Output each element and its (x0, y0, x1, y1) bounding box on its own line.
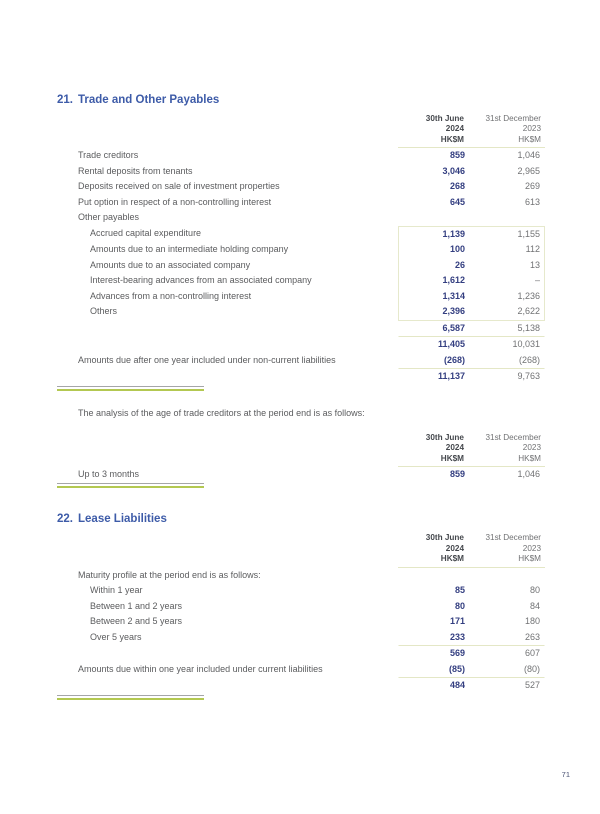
value-2024: (268) (443, 354, 465, 365)
column-header-31st-december-2023 (464, 533, 545, 564)
row-values (398, 273, 545, 289)
value-2023: 9,763 (517, 371, 540, 382)
column-header-30th-june-2024 (398, 533, 464, 564)
row-label: Amounts due after one year included under non-current liabilities (78, 354, 336, 365)
value-2024: 11,137 (437, 371, 465, 382)
column-header-line: 31st December (485, 533, 541, 543)
table-row (57, 614, 545, 630)
row-values (398, 630, 545, 646)
row-label: Interest-bearing advances from an associated company (90, 275, 312, 286)
row-label: Advances from a non-controlling interest (90, 290, 252, 301)
table-row (57, 258, 545, 274)
table-row (57, 662, 545, 678)
value-2024: 2,396 (442, 306, 465, 317)
table-row (57, 273, 545, 289)
value-2024: 1,314 (442, 290, 465, 301)
table-row (57, 336, 545, 353)
value-2024: 85 (454, 585, 465, 596)
value-2024: 80 (454, 600, 465, 611)
row-values (398, 614, 545, 630)
table-row (57, 242, 545, 258)
value-2024: 484 (449, 680, 465, 691)
table-row (57, 677, 545, 694)
table-row (57, 645, 545, 662)
total-double-rule (57, 483, 204, 488)
column-header-line: 31st December (485, 432, 541, 442)
column-header-line: 2024 (445, 543, 464, 553)
row-values (398, 368, 545, 385)
row-label: Put option in respect of a non-controlling interest (78, 196, 272, 207)
table-row (57, 599, 545, 615)
table-intro: The analysis of the age of trade creditors at the period end is as follows: (78, 407, 365, 418)
total-double-rule (57, 695, 204, 700)
row-label: Amounts due within one year included under current liabilities (78, 663, 323, 674)
row-label: Rental deposits from tenants (78, 165, 193, 176)
value-2023: 5,138 (517, 322, 540, 333)
column-header-31st-december-2023 (464, 114, 545, 145)
section-title: Trade and Other Payables (78, 94, 220, 106)
table-row (57, 179, 545, 195)
total-double-rule (57, 386, 204, 391)
column-header-line: HK$M (518, 554, 541, 564)
row-label: Accrued capital expenditure (90, 227, 202, 238)
row-values (398, 353, 545, 369)
column-header-line: HK$M (440, 134, 464, 144)
row-label: Maturity profile at the period end is as follows: (78, 569, 261, 580)
value-2023: 112 (525, 244, 540, 255)
column-header-line: 31st December (485, 114, 541, 123)
row-label: Over 5 years (90, 631, 142, 642)
value-2023: 1,046 (517, 150, 540, 161)
column-header-line: HK$M (518, 134, 541, 144)
row-values (398, 289, 545, 305)
value-2024: 645 (449, 196, 465, 207)
value-2023: 13 (529, 259, 540, 270)
value-2024: (85) (448, 663, 465, 674)
value-2023: 84 (529, 600, 540, 611)
value-2024: 268 (449, 181, 465, 192)
column-headers (398, 114, 545, 145)
value-2024: 100 (449, 244, 465, 255)
row-label (57, 645, 398, 662)
section-heading (57, 93, 545, 107)
table-row (57, 368, 545, 385)
row-values (398, 258, 545, 274)
row-values (398, 210, 545, 226)
column-header-30th-june-2024 (398, 433, 464, 464)
value-2024: 569 (449, 648, 465, 659)
row-label: Other payables (78, 212, 140, 223)
row-label: Deposits received on sale of investment properties (78, 181, 280, 192)
row-values (398, 148, 545, 164)
value-2023 (465, 210, 544, 226)
value-2023: 180 (524, 616, 540, 627)
value-2024: 6,587 (442, 322, 465, 333)
row-values (398, 336, 545, 353)
column-header-line: 2024 (445, 124, 464, 134)
column-header-line: 30th June (425, 114, 464, 123)
row-values (398, 179, 545, 195)
row-values (398, 226, 545, 243)
table-row (57, 583, 545, 599)
value-2023: 1,046 (517, 468, 540, 479)
table-row (57, 226, 545, 243)
column-headers (398, 533, 545, 564)
value-2024: 26 (454, 259, 465, 270)
row-values (398, 677, 545, 694)
column-headers (398, 433, 545, 464)
value-2024: 1,612 (442, 275, 465, 286)
table-row (57, 321, 545, 337)
table-row (57, 630, 545, 646)
row-values (398, 645, 545, 662)
value-2023: 1,236 (517, 290, 540, 301)
value-2023 (465, 568, 544, 584)
row-values (398, 599, 545, 615)
column-header-line: 2024 (445, 443, 464, 453)
value-2023: 10,031 (512, 339, 540, 350)
section-number: 21. (57, 94, 73, 106)
value-2023: 1,155 (517, 228, 540, 239)
value-2024 (399, 568, 465, 584)
section-title: Lease Liabilities (78, 513, 167, 526)
column-header-line: 2023 (522, 543, 541, 553)
row-values (398, 583, 545, 599)
column-header-31st-december-2023 (464, 433, 545, 464)
table-row (57, 164, 545, 180)
row-label: Within 1 year (90, 585, 143, 596)
value-2023: 80 (529, 585, 540, 596)
value-2023: (268) (518, 354, 540, 365)
value-2024: 1,139 (442, 228, 465, 239)
row-label: Amounts due to an intermediate holding company (90, 244, 289, 255)
table-row (57, 304, 545, 321)
row-values (398, 662, 545, 678)
value-2024: 859 (449, 150, 465, 161)
row-label (57, 321, 398, 337)
value-2023: 607 (524, 648, 540, 659)
table-row (57, 353, 545, 369)
column-header-line: HK$M (518, 453, 541, 463)
value-2024 (399, 210, 465, 226)
section-lease-liabilities (57, 512, 545, 699)
row-label (57, 368, 398, 385)
column-header-30th-june-2024 (398, 114, 464, 145)
row-values (398, 304, 545, 321)
row-values (398, 164, 545, 180)
value-2023: 2,965 (517, 165, 540, 176)
value-2023: (80) (523, 663, 540, 674)
column-header-line: 2023 (522, 443, 541, 453)
row-label: Others (90, 306, 118, 317)
section-heading (57, 512, 545, 526)
column-header-line: 30th June (425, 533, 464, 543)
section-trade-and-other-payables (57, 93, 545, 488)
value-2023: 269 (524, 181, 540, 192)
row-label: Between 2 and 5 years (90, 616, 183, 627)
row-label (57, 677, 398, 694)
column-header-line: HK$M (440, 554, 464, 564)
value-2023: 527 (524, 680, 540, 691)
section-number: 22. (57, 513, 73, 526)
value-2024: 171 (449, 616, 465, 627)
table-row (57, 467, 545, 483)
value-2024: 859 (449, 468, 465, 479)
row-values (398, 195, 545, 211)
column-header-line: 30th June (425, 432, 464, 442)
row-values (398, 242, 545, 258)
row-label: Between 1 and 2 years (90, 600, 183, 611)
column-header-line: 2023 (522, 124, 541, 134)
column-header-line: HK$M (440, 453, 464, 463)
row-values (398, 467, 545, 483)
row-label: Up to 3 months (78, 468, 140, 479)
value-2023: 2,622 (517, 306, 540, 317)
row-label: Trade creditors (78, 150, 139, 161)
table-row (57, 210, 545, 226)
table-row (57, 568, 545, 584)
value-2024: 11,405 (437, 339, 465, 350)
value-2023: 613 (524, 196, 540, 207)
table-row (57, 289, 545, 305)
value-2023: 263 (524, 631, 540, 642)
row-label: Amounts due to an associated company (90, 259, 251, 270)
row-label (57, 336, 398, 353)
table-row (57, 195, 545, 211)
value-2024: 233 (449, 631, 465, 642)
value-2024: 3,046 (442, 165, 465, 176)
value-2023: – (534, 275, 540, 286)
row-values (398, 321, 545, 337)
table-row (57, 148, 545, 164)
page-number: 71 (561, 770, 570, 779)
row-values (398, 568, 545, 584)
